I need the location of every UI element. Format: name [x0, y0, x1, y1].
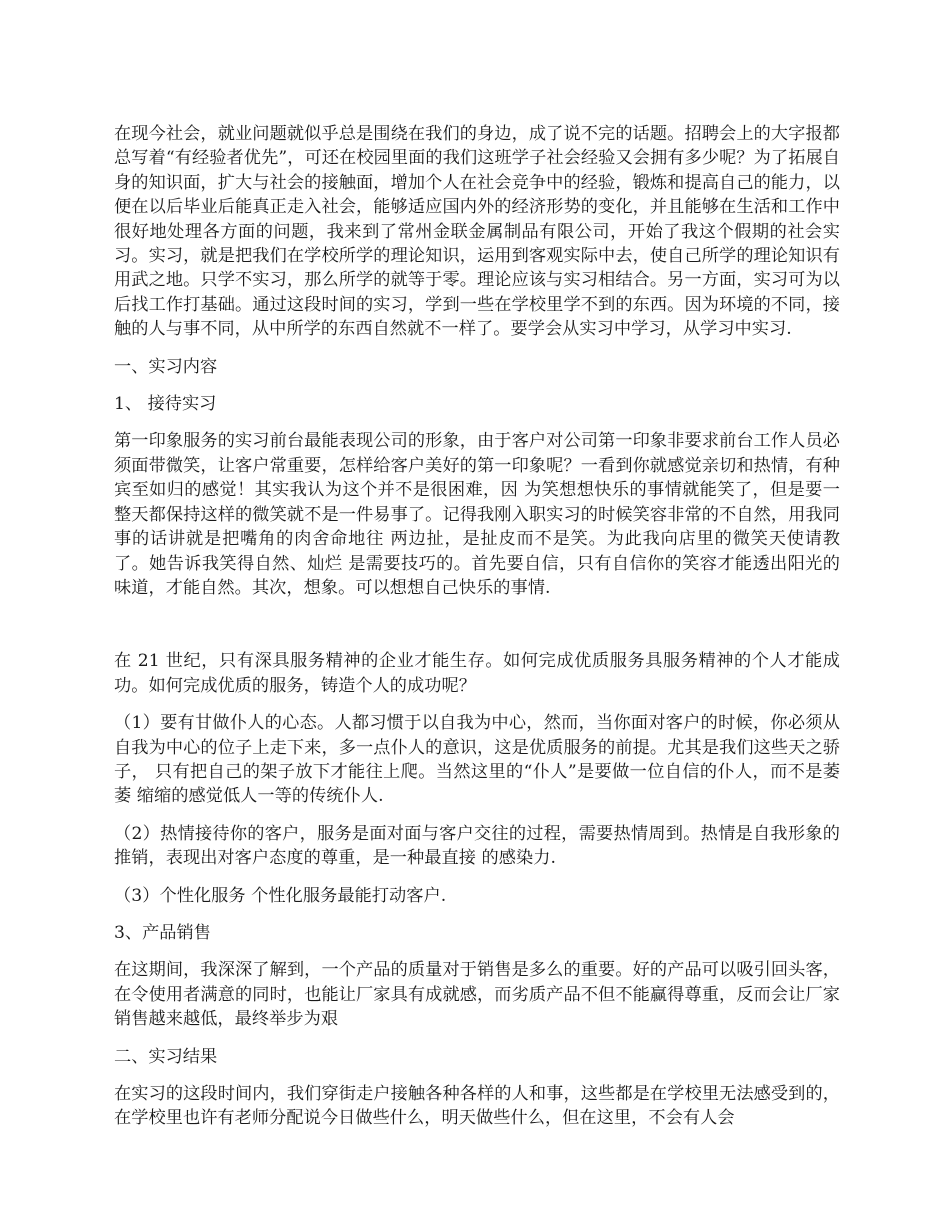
- blank-spacer: [114, 613, 840, 649]
- subheading-product-sales: 3、产品销售: [114, 922, 211, 943]
- reception-paragraph: 第一印象服务的实习前台最能表现公司的形象，由于客户对公司第一印象非要求前台工作人员必须面带微笑，让客户常重要，怎样给客户美好的第一印象呢？一看到你就感觉亲切和热情，有种宾至如归的感觉！其实我认为这个并不是很困难，因 为笑想想快乐的事情就能笑了，但是要一整天都保持这样的微笑就不是一件易事了。记得我刚入职实习的时候笑容非常的不自然，用我同事的话讲就是把嘴角的肉舍命地往 两边扯，是扯皮而不是笑。为此我向店里的微笑天使请教了。她告诉我笑得自然、灿烂 是需要技巧的。首先要自信，只有自信你的笑容才能透出阳光的味道，才能自然。其次，想象。可以想想自己快乐的事情.: [114, 431, 840, 598]
- product-sales-paragraph: 在这期间，我深深了解到，一个产品的质量对于销售是多么的重要。好的产品可以吸引回头客，在令使用者满意的同时，也能让厂家具有成就感，而劣质产品不但不能赢得尊重，反而会让厂家销售越来越低，最终举步为艰: [114, 960, 840, 1030]
- service-point-2: （2）热情接待你的客户，服务是面对面与客户交往的过程，需要热情周到。热情是自我形象的推销，表现出对客户态度的尊重，是一种最直接 的感染力.: [114, 823, 840, 869]
- intro-paragraph: 在现今社会，就业问题就似乎总是围绕在我们的身边，成了说不完的话题。招聘会上的大字报都总写着“有经验者优先”，可还在校园里面的我们这班学子社会经验又会拥有多少呢？为了拓展自身的知识面，扩大与社会的接触面，增加个人在社会竞争中的经验，锻炼和提高自己的能力，以便在以后毕业后能真正走入社会，能够适应国内外的经济形势的变化，并且能够在生活和工作中很好地处理各方面的问题，我来到了常州金联金属制品有限公司，开始了我这个假期的社会实习。实习，就是把我们在学校所学的理论知识，运用到客观实际中去，使自己所学的理论知识有用武之地。只学不实习，那么所学的就等于零。理论应该与实习相结合。另一方面，实习可为以后找工作打基础。通过这段时间的实习，学到一些在学校里学不到的东西。因为环境的不同，接触的人与事不同，从中所学的东西自然就不一样了。要学会从实习中学习，从学习中实习.: [114, 124, 840, 340]
- service-intro-paragraph: 在 21 世纪，只有深具服务精神的企业才能生存。如何完成优质服务具服务精神的个人才能成功。如何完成优质的服务，铸造个人的成功呢？: [114, 651, 840, 696]
- section-heading-internship-results: 二、实习结果: [114, 1046, 218, 1067]
- document-body: [114, 122, 840, 1144]
- section-heading-internship-content: 一、实习内容: [114, 356, 218, 377]
- service-point-1: （1）要有甘做仆人的心态。人都习惯于以自我为中心，然而，当你面对客户的时候，你必须从自我为中心的位子上走下来，多一点仆人的意识，这是优质服务的前提。尤其是我们这些天之骄子， 只有把自己的架子放下才能往上爬。当然这里的“仆人”是要做一位自信的仆人，而不是萎萎 缩缩的感觉低人一等的传统仆人.: [114, 713, 840, 807]
- service-point-3: （3）个性化服务 个性化服务最能打动客户.: [114, 885, 447, 906]
- subheading-reception-internship: 1、 接待实习: [114, 394, 217, 415]
- results-paragraph: 在实习的这段时间内，我们穿街走户接触各种各样的人和事，这些都是在学校里无法感受到的，在学校里也许有老师分配说今日做些什么，明天做些什么，但在这里，不会有人会: [114, 1084, 840, 1129]
